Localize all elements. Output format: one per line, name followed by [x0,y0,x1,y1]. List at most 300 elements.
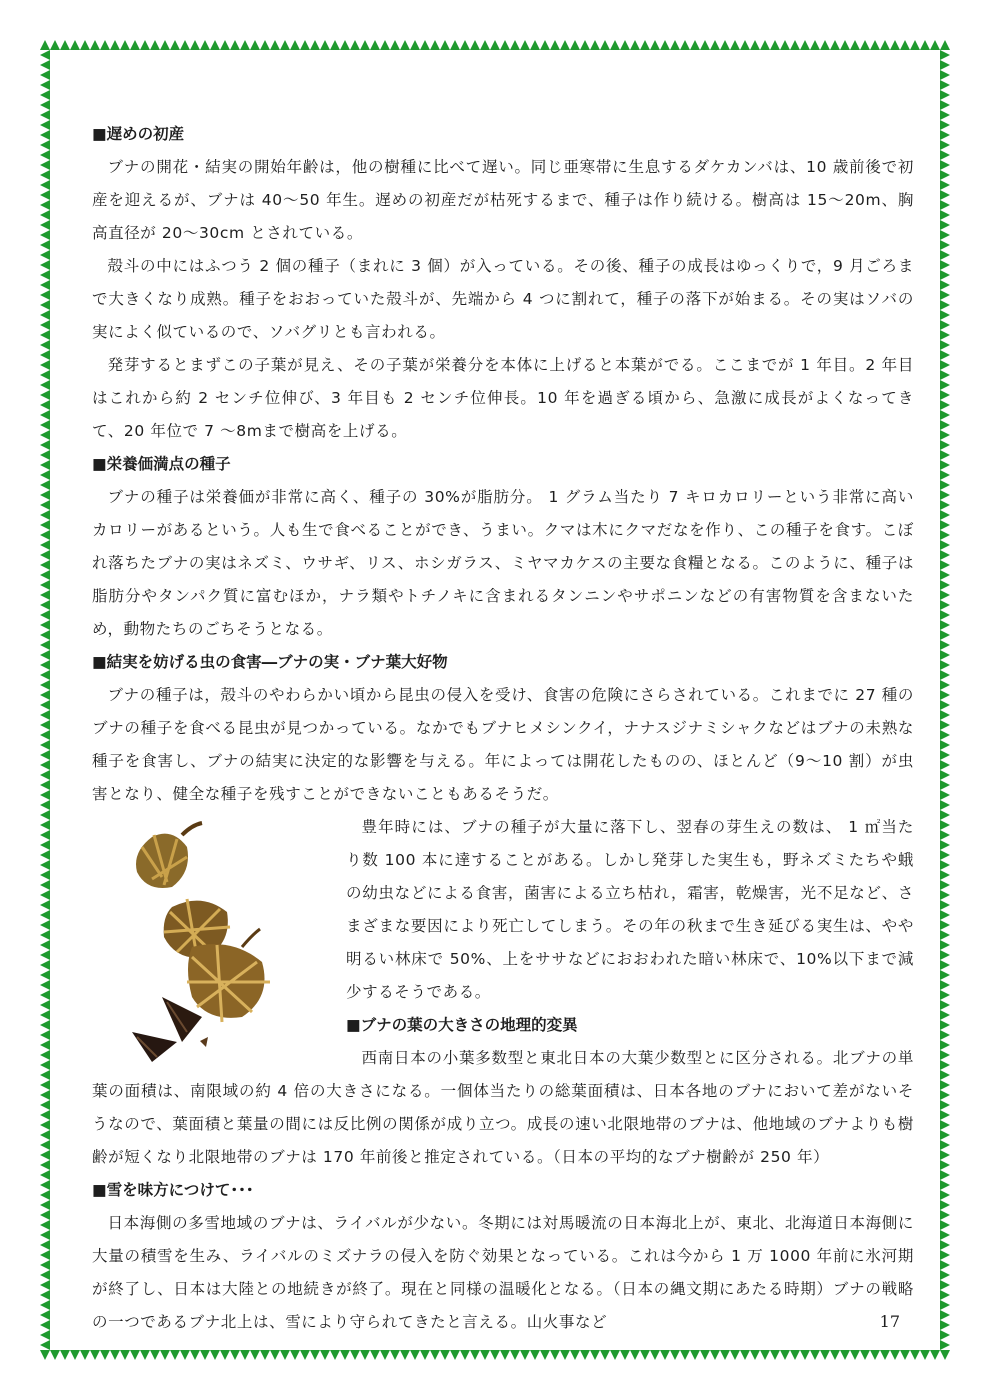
border-triangle [940,130,950,140]
border-triangle [190,40,200,50]
border-triangle [40,590,50,600]
border-triangle [940,940,950,950]
border-triangle [940,140,950,150]
border-triangle [40,520,50,530]
border-triangle [320,40,330,50]
border-triangle [590,1350,600,1360]
border-triangle [40,40,50,50]
border-triangle [40,1000,50,1010]
border-triangle [940,250,950,260]
border-triangle [760,1350,770,1360]
border-triangle [940,170,950,180]
border-triangle [40,440,50,450]
border-triangle [90,1350,100,1360]
border-triangle [40,1090,50,1100]
border-triangle [350,1350,360,1360]
border-triangle [260,1350,270,1360]
border-triangle [200,40,210,50]
border-triangle [40,240,50,250]
border-triangle [790,1350,800,1360]
border-triangle [40,710,50,720]
border-triangle [940,1110,950,1120]
border-triangle [310,40,320,50]
border-triangle [940,570,950,580]
border-triangle [40,470,50,480]
border-triangle [40,1320,50,1330]
border-triangle [270,40,280,50]
border-triangle [400,1350,410,1360]
border-triangle [940,160,950,170]
border-triangle [40,1280,50,1290]
border-triangle [40,1220,50,1230]
border-triangle [40,760,50,770]
border-triangle [40,150,50,160]
border-triangle [170,1350,180,1360]
border-triangle [40,1160,50,1170]
border-triangle [790,40,800,50]
border-triangle [40,90,50,100]
border-triangle [70,40,80,50]
border-triangle [940,90,950,100]
paragraph: 豊年時には、ブナの種子が大量に落下し、翌春の芽生えの数は、 1 ㎡当たり数 100 本に達することがある。しかし発芽した実生も，野ネズミたちや蛾の幼虫などによる食害，菌害による立ち枯れ，霜害，乾燥害，光不足など、さまざまな要因により死亡してしまう。その年の秋まで生き延びる実生は、やや明るい林床で 50%、上をササなどにおおわれた暗い林床で、10%以下まで減少するそうである。 [346,818,914,1001]
border-triangle [180,40,190,50]
border-triangle [940,1280,950,1290]
border-triangle [40,320,50,330]
border-triangle [40,1330,50,1340]
border-triangle [580,40,590,50]
border-triangle [680,1350,690,1360]
border-triangle [40,830,50,840]
border-triangle [300,40,310,50]
border-triangle [420,1350,430,1360]
border-triangle [220,40,230,50]
border-triangle [630,1350,640,1360]
border-triangle [660,40,670,50]
border-triangle [850,1350,860,1360]
border-triangle [40,840,50,850]
border-triangle [940,670,950,680]
section-heading: ■雪を味方につけて･･･ [92,1181,254,1199]
border-triangle [940,780,950,790]
border-triangle [40,130,50,140]
border-triangle [940,870,950,880]
border-triangle [940,950,950,960]
border-triangle [690,1350,700,1360]
border-triangle [940,260,950,270]
border-triangle [40,640,50,650]
border-triangle [940,1130,950,1140]
border-triangle [40,510,50,520]
border-triangle [850,40,860,50]
border-triangle [40,230,50,240]
border-triangle [40,460,50,470]
border-triangle [940,1210,950,1220]
border-triangle [220,1350,230,1360]
border-triangle [740,40,750,50]
border-triangle [240,1350,250,1360]
border-triangle [940,600,950,610]
border-triangle [940,430,950,440]
border-triangle [940,1160,950,1170]
border-triangle [940,760,950,770]
border-triangle [490,40,500,50]
border-triangle [350,40,360,50]
border-triangle [510,40,520,50]
border-triangle [940,620,950,630]
border-triangle [940,880,950,890]
border-triangle [730,40,740,50]
border-triangle [920,1350,930,1360]
border-triangle [40,500,50,510]
border-triangle [580,1350,590,1360]
border-triangle [40,390,50,400]
border-triangle [570,1350,580,1360]
border-triangle [720,40,730,50]
border-triangle [40,340,50,350]
border-triangle [420,40,430,50]
border-triangle [940,1300,950,1310]
border-triangle [940,40,950,50]
border-triangle [940,420,950,430]
border-triangle [830,1350,840,1360]
border-triangle [940,1240,950,1250]
border-triangle [40,1200,50,1210]
border-triangle [940,990,950,1000]
border-triangle [940,900,950,910]
border-triangle [170,40,180,50]
border-triangle [940,970,950,980]
border-triangle [100,40,110,50]
border-triangle [190,1350,200,1360]
border-triangle [240,40,250,50]
border-triangle [40,1150,50,1160]
paragraph: 殻斗の中にはふつう 2 個の種子（まれに 3 個）が入っている。その後、種子の成長はゆっくりで，9 月ごろまで大きくなり成熟。種子をおおっていた殻斗が、先端から 4 つに割れて，種子の落下が始まる。その実はソバの実によく似ているので、ソバグリとも言われる。 [92,257,914,341]
border-triangle [40,220,50,230]
border-triangle [670,40,680,50]
border-triangle [940,1230,950,1240]
border-triangle [910,1350,920,1360]
border-triangle [370,40,380,50]
border-triangle [530,40,540,50]
border-triangle [40,1070,50,1080]
border-triangle [940,850,950,860]
border-triangle [940,360,950,370]
border-triangle [40,990,50,1000]
border-triangle [940,210,950,220]
border-triangle [760,40,770,50]
border-triangle [40,820,50,830]
border-triangle [110,40,120,50]
border-triangle [210,1350,220,1360]
border-triangle [940,470,950,480]
border-triangle [680,40,690,50]
border-triangle [40,1040,50,1050]
border-triangle [40,560,50,570]
border-triangle [40,410,50,420]
border-triangle [820,1350,830,1360]
border-triangle [940,1270,950,1280]
border-triangle [40,400,50,410]
border-triangle [40,680,50,690]
border-triangle [40,60,50,70]
border-triangle [800,40,810,50]
border-triangle [840,1350,850,1360]
border-triangle [50,40,60,50]
border-triangle [510,1350,520,1360]
border-triangle [360,1350,370,1360]
border-triangle [40,1120,50,1130]
border-triangle [40,70,50,80]
border-triangle [70,1350,80,1360]
border-triangle [940,490,950,500]
border-triangle [40,810,50,820]
border-triangle [40,110,50,120]
section-heading: ■遅めの初産 [92,125,185,143]
border-triangle [40,950,50,960]
border-triangle [940,660,950,670]
paragraph: 発芽するとまずこの子葉が見え、その子葉が栄養分を本体に上げると本葉がでる。ここまでが 1 年目。2 年目はこれから約 2 センチ位伸び、3 年目も 2 センチ位伸長。10 年を過ぎる頃から、急激に成長がよくなってきて、20 年位で 7 〜8mまで樹高を上げる。 [92,356,914,440]
border-triangle [940,980,950,990]
border-triangle [40,210,50,220]
border-triangle [90,40,100,50]
border-triangle [100,1350,110,1360]
border-triangle [940,530,950,540]
border-triangle [40,480,50,490]
border-triangle [940,200,950,210]
border-triangle [40,570,50,580]
border-triangle [940,1320,950,1330]
border-triangle [430,40,440,50]
border-triangle [940,1100,950,1110]
border-triangle [940,350,950,360]
border-triangle [40,1230,50,1240]
border-triangle [40,450,50,460]
border-triangle [40,740,50,750]
border-triangle [40,800,50,810]
border-triangle [940,1090,950,1100]
border-triangle [40,160,50,170]
border-triangle [410,40,420,50]
border-triangle [880,40,890,50]
border-triangle [660,1350,670,1360]
border-triangle [870,40,880,50]
border-triangle [940,920,950,930]
border-triangle [940,1170,950,1180]
border-triangle [940,310,950,320]
border-triangle [210,40,220,50]
border-triangle [440,40,450,50]
border-triangle [160,1350,170,1360]
border-triangle [80,1350,90,1360]
border-triangle [940,60,950,70]
border-triangle [940,390,950,400]
border-triangle [40,880,50,890]
border-triangle [40,180,50,190]
border-triangle [60,1350,70,1360]
border-triangle [40,920,50,930]
border-triangle [300,1350,310,1360]
border-triangle [140,40,150,50]
border-triangle [940,1030,950,1040]
border-triangle [40,900,50,910]
border-triangle [380,1350,390,1360]
beech-nut-photo [92,817,332,1069]
border-triangle [40,1080,50,1090]
border-triangle [940,700,950,710]
border-triangle [40,1250,50,1260]
border-triangle [940,340,950,350]
border-triangle [490,1350,500,1360]
border-triangle [940,770,950,780]
border-triangle [380,40,390,50]
border-triangle [600,40,610,50]
paragraph: 日本海側の多雪地域のブナは、ライバルが少ない。冬期には対馬暖流の日本海北上が、東北、北海道日本海側に大量の積雪を生み、ライバルのミズナラの侵入を防ぐ効果となっている。これは今から 1 万 1000 年前に氷河期が終了し、日本は大陸との地続きが終了。現在と同様の温暖化となる。（日本の縄文期にあたる時期）ブナの戦略の一つであるブナ北上は、雪により守られてきたと言える。山火事など [92,1214,914,1331]
border-triangle [40,300,50,310]
border-triangle [570,40,580,50]
border-triangle [940,730,950,740]
border-triangle [40,660,50,670]
border-triangle [930,40,940,50]
border-triangle [940,300,950,310]
border-triangle [40,1300,50,1310]
border-triangle [250,40,260,50]
border-triangle [40,280,50,290]
border-triangle [940,120,950,130]
border-triangle [40,420,50,430]
border-triangle [940,1150,950,1160]
border-triangle [940,650,950,660]
border-triangle [480,40,490,50]
border-triangle [500,1350,510,1360]
border-triangle [550,40,560,50]
border-triangle [600,1350,610,1360]
border-triangle [40,940,50,950]
border-triangle [40,1350,50,1360]
border-triangle [670,1350,680,1360]
paragraph: ブナの種子は栄養価が非常に高く、種子の 30%が脂肪分。 1 グラム当たり 7 キロカロリーという非常に高いカロリーがあるという。人も生で食べることができ、うまい。クマは木にクマだなを作り、この種子を食す。こぼれ落ちたブナの実はネズミ、ウサギ、リス、ホシガラス、ミヤマカケスの主要な食糧となる。このように、種子は脂肪分やタンパク質に富むほか，ナラ類やトチノキに含まれるタンニンやサポニンなどの有害物質を含まないため，動物たちのごちそうとなる。 [92,488,914,638]
border-triangle [940,80,950,90]
border-triangle [610,1350,620,1360]
border-triangle [60,40,70,50]
border-triangle [40,890,50,900]
border-triangle [360,40,370,50]
border-triangle [40,1020,50,1030]
border-triangle [400,40,410,50]
border-triangle [520,1350,530,1360]
border-triangle [750,40,760,50]
border-triangle [140,1350,150,1360]
border-triangle [120,40,130,50]
border-triangle [940,1120,950,1130]
border-triangle [940,960,950,970]
paragraph: ブナの種子は，殻斗のやわらかい頃から昆虫の侵入を受け、食害の危険にさらされている。これまでに 27 種のブナの種子を食べる昆虫が見つかっている。なかでもブナヒメシンクイ，ナナスジナミシャクなどはブナの未熟な種子を食害し、ブナの結実に決定的な影響を与える。年によっては開花したものの、ほとんど（9〜10 割）が虫害となり、健全な種子を残すことができないこともあるそうだ。 [92,686,914,803]
border-triangle [940,1330,950,1340]
border-triangle [940,1050,950,1060]
border-triangle [890,40,900,50]
border-triangle [800,1350,810,1360]
border-triangle [390,40,400,50]
border-triangle [940,630,950,640]
border-triangle [550,1350,560,1360]
border-triangle [370,1350,380,1360]
border-triangle [40,190,50,200]
border-triangle [460,1350,470,1360]
border-triangle [940,280,950,290]
border-triangle [840,40,850,50]
border-triangle [40,170,50,180]
border-triangle [260,40,270,50]
border-triangle [940,1070,950,1080]
border-triangle [940,790,950,800]
border-triangle [940,150,950,160]
border-triangle [780,1350,790,1360]
border-triangle [40,770,50,780]
border-triangle [40,290,50,300]
border-triangle [40,1340,50,1350]
border-triangle [40,930,50,940]
border-triangle [40,600,50,610]
border-triangle [320,1350,330,1360]
border-triangle [150,40,160,50]
border-triangle [180,1350,190,1360]
border-triangle [310,1350,320,1360]
border-triangle [40,610,50,620]
border-triangle [290,40,300,50]
border-triangle [900,40,910,50]
border-triangle [940,680,950,690]
border-triangle [940,740,950,750]
border-triangle [940,1180,950,1190]
border-triangle [940,580,950,590]
border-triangle [40,530,50,540]
border-triangle [690,40,700,50]
border-triangle [860,40,870,50]
border-triangle [40,330,50,340]
border-triangle [440,1350,450,1360]
border-triangle [290,1350,300,1360]
border-triangle [390,1350,400,1360]
border-triangle [940,220,950,230]
border-triangle [940,400,950,410]
border-triangle [40,700,50,710]
border-triangle [40,200,50,210]
border-triangle [630,40,640,50]
border-triangle [500,40,510,50]
border-triangle [410,1350,420,1360]
border-triangle [940,610,950,620]
border-triangle [650,1350,660,1360]
border-triangle [940,1290,950,1300]
border-triangle [40,260,50,270]
border-triangle [460,40,470,50]
border-triangle [620,40,630,50]
border-triangle [830,40,840,50]
border-triangle [40,1240,50,1250]
border-triangle [130,1350,140,1360]
border-triangle [40,780,50,790]
border-triangle [940,1080,950,1090]
border-triangle [270,1350,280,1360]
border-triangle [40,310,50,320]
border-triangle [40,690,50,700]
border-triangle [940,560,950,570]
border-triangle [940,810,950,820]
border-triangle [40,630,50,640]
border-triangle [40,750,50,760]
border-triangle [730,1350,740,1360]
border-triangle [930,1350,940,1360]
border-triangle [40,1310,50,1320]
